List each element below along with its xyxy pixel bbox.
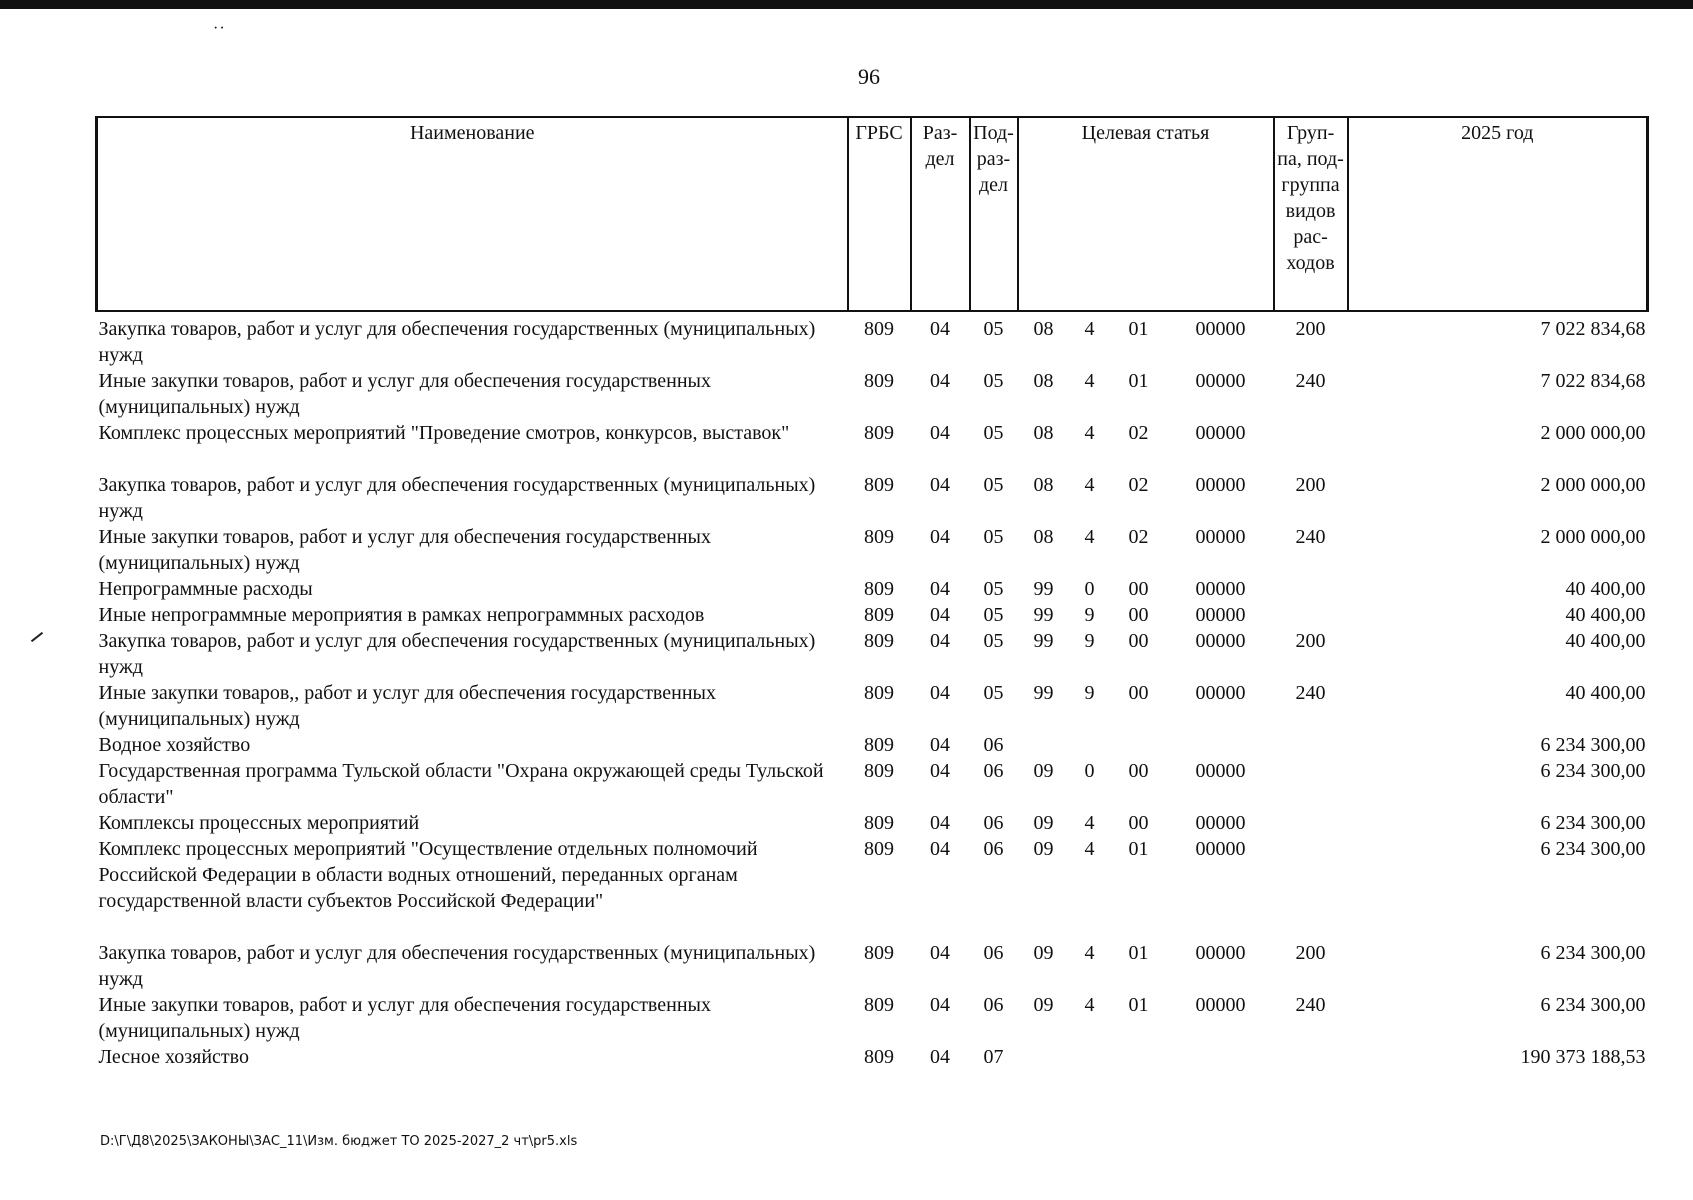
row-subprogram-code: 4 [1084,526,1095,548]
margin-pen-mark [31,632,43,642]
table-row [97,836,1648,940]
row-name: Водное хозяйство [98,734,251,756]
row-program-code [1018,1044,1070,1070]
row-program-code: 99 [1033,630,1054,652]
row-direction-code: 00000 [1195,812,1246,834]
row-direction-code [1168,1044,1274,1070]
row-name: Иные закупки товаров, работ и услуг для обеспечения государственных (муниципальных) нужд [98,370,711,418]
row-razdel: 04 [930,994,950,1016]
row-grbs: 809 [864,812,894,834]
row-expense-group: 200 [1295,474,1326,496]
row-program-code: 99 [1033,578,1054,600]
row-direction-code: 00000 [1195,526,1246,548]
row-expense-group: 200 [1295,630,1326,652]
row-event-code: 00 [1128,630,1149,652]
row-subprogram-code [1070,732,1110,758]
row-subprogram-code: 0 [1084,760,1095,782]
table-row [97,628,1648,680]
row-subprogram-code: 0 [1084,578,1095,600]
row-expense-group [1274,1044,1348,1070]
row-event-code: 00 [1128,760,1149,782]
row-expense-group: 240 [1295,682,1326,704]
row-grbs: 809 [864,1046,894,1068]
row-direction-code: 00000 [1195,994,1246,1016]
row-subprogram-code: 4 [1084,812,1095,834]
table-row [97,732,1648,758]
row-expense-group: 240 [1295,526,1326,548]
row-podrazdel: 06 [983,734,1004,756]
row-subprogram-code: 4 [1084,942,1095,964]
row-program-code: 99 [1033,604,1054,626]
row-name: Комплексы процессных мероприятий [98,812,420,834]
row-expense-group [1274,576,1348,602]
row-event-code: 01 [1128,370,1149,392]
row-name: Иные непрограммные мероприятия в рамках непрограммных расходов [98,604,705,626]
table-row [97,810,1648,836]
row-sum-2025: 6 234 300,00 [1540,942,1646,964]
table-row [97,576,1648,602]
row-grbs: 809 [864,318,894,340]
row-grbs: 809 [864,370,894,392]
row-grbs: 809 [864,838,894,860]
row-event-code: 02 [1128,526,1149,548]
row-razdel: 04 [930,1046,950,1068]
row-grbs: 809 [864,760,894,782]
row-razdel: 04 [930,526,950,548]
row-sum-2025: 2 000 000,00 [1540,526,1646,548]
scan-mark: ·· [213,20,226,37]
row-subprogram-code: 4 [1084,994,1095,1016]
row-grbs: 809 [864,578,894,600]
table-header-row [97,117,1648,311]
row-name: Комплекс процессных мероприятий "Осуществление отдельных полномочий Российской Федерации в области водных отношений, переданных органам государственной власти субъектов Российской Федерации" [98,838,758,912]
row-sum-2025: 40 400,00 [1565,578,1646,600]
row-event-code: 02 [1128,474,1149,496]
row-razdel: 04 [930,474,950,496]
row-subprogram-code [1070,1044,1110,1070]
row-name: Закупка товаров, работ и услуг для обеспечения государственных (муниципальных) нужд [98,942,816,990]
row-event-code: 01 [1128,838,1149,860]
row-grbs: 809 [864,474,894,496]
row-expense-group [1274,732,1348,758]
header-year: 2025 год [1348,117,1648,311]
row-name: Закупка товаров, работ и услуг для обеспечения государственных (муниципальных) нужд [98,474,816,522]
table-row [97,992,1648,1044]
row-razdel: 04 [930,682,950,704]
header-name: Наименование [97,117,848,311]
row-program-code [1018,732,1070,758]
row-direction-code: 00000 [1195,370,1246,392]
row-podrazdel: 05 [983,682,1004,704]
row-direction-code: 00000 [1195,630,1246,652]
row-podrazdel: 05 [983,318,1004,340]
row-grbs: 809 [864,422,894,444]
row-program-code: 08 [1033,422,1054,444]
row-grbs: 809 [864,604,894,626]
row-program-code: 08 [1033,474,1054,496]
row-name: Закупка товаров, работ и услуг для обеспечения государственных (муниципальных) нужд [98,630,816,678]
row-razdel: 04 [930,760,950,782]
table-row [97,758,1648,810]
row-expense-group: 200 [1295,942,1326,964]
row-direction-code: 00000 [1195,604,1246,626]
table-row [97,311,1648,368]
row-name: Закупка товаров, работ и услуг для обеспечения государственных (муниципальных) нужд [98,318,816,366]
row-podrazdel: 06 [983,760,1004,782]
row-direction-code: 00000 [1195,578,1246,600]
row-razdel: 04 [930,942,950,964]
row-program-code: 09 [1033,812,1054,834]
row-name: Непрограммные расходы [98,578,313,600]
row-sum-2025: 2 000 000,00 [1540,474,1646,496]
row-sum-2025: 7 022 834,68 [1540,318,1646,340]
row-direction-code: 00000 [1195,760,1246,782]
row-event-code: 00 [1128,812,1149,834]
row-event-code [1110,732,1168,758]
row-sum-2025: 6 234 300,00 [1540,760,1646,782]
row-program-code: 08 [1033,318,1054,340]
row-grbs: 809 [864,630,894,652]
row-expense-group [1274,420,1348,472]
row-razdel: 04 [930,734,950,756]
row-razdel: 04 [930,370,950,392]
row-podrazdel: 05 [983,474,1004,496]
row-program-code: 09 [1033,838,1054,860]
row-event-code [1110,1044,1168,1070]
table-row [97,368,1648,420]
row-expense-group: 240 [1295,370,1326,392]
row-name: Государственная программа Тульской области "Охрана окружающей среды Тульской области" [98,760,824,808]
table-row [97,680,1648,732]
row-expense-group [1274,758,1348,810]
row-subprogram-code: 4 [1084,370,1095,392]
row-direction-code: 00000 [1195,682,1246,704]
row-subprogram-code: 9 [1084,682,1095,704]
row-podrazdel: 06 [983,838,1004,860]
row-sum-2025: 190 373 188,53 [1520,1046,1646,1068]
row-sum-2025: 7 022 834,68 [1540,370,1646,392]
scan-top-border [0,0,1693,9]
row-event-code: 01 [1128,994,1149,1016]
row-event-code: 00 [1128,578,1149,600]
row-razdel: 04 [930,604,950,626]
row-grbs: 809 [864,942,894,964]
row-name: Лесное хозяйство [98,1046,249,1068]
row-podrazdel: 05 [983,370,1004,392]
row-program-code: 09 [1033,760,1054,782]
row-program-code: 09 [1033,994,1054,1016]
row-expense-group: 240 [1295,994,1326,1016]
row-subprogram-code: 4 [1084,838,1095,860]
row-razdel: 04 [930,422,950,444]
row-name: Иные закупки товаров, работ и услуг для обеспечения государственных (муниципальных) нужд [98,994,711,1042]
row-direction-code: 00000 [1195,318,1246,340]
row-subprogram-code: 4 [1084,318,1095,340]
row-razdel: 04 [930,630,950,652]
footer-file-path: D:\Г\Д8\2025\ЗАКОНЫ\ЗАС_11\Изм. бюджет ТО 2025-2027_2 чт\pr5.xls [100,1134,578,1149]
row-sum-2025: 40 400,00 [1565,630,1646,652]
row-podrazdel: 06 [983,942,1004,964]
header-expense-group: Груп- па, под- группа видов рас- ходов [1274,117,1348,311]
row-podrazdel: 06 [983,994,1004,1016]
row-sum-2025: 2 000 000,00 [1540,422,1646,444]
row-program-code: 08 [1033,526,1054,548]
row-expense-group: 200 [1295,318,1326,340]
row-sum-2025: 40 400,00 [1565,604,1646,626]
row-sum-2025: 6 234 300,00 [1540,838,1646,860]
page-number: 96 [858,64,880,89]
row-podrazdel: 05 [983,604,1004,626]
row-sum-2025: 6 234 300,00 [1540,812,1646,834]
table-row [97,472,1648,524]
row-event-code: 01 [1128,318,1149,340]
row-sum-2025: 6 234 300,00 [1540,994,1646,1016]
table-row [97,940,1648,992]
row-grbs: 809 [864,734,894,756]
table-row [97,420,1648,472]
row-subprogram-code: 4 [1084,474,1095,496]
row-program-code: 09 [1033,942,1054,964]
row-grbs: 809 [864,994,894,1016]
header-podrazdel: Под- раз- дел [970,117,1018,311]
table-row [97,602,1648,628]
header-razdel: Раз- дел [911,117,970,311]
row-podrazdel: 05 [983,526,1004,548]
row-razdel: 04 [930,578,950,600]
row-grbs: 809 [864,682,894,704]
header-grbs: ГРБС [848,117,911,311]
header-target-article: Целевая статья [1018,117,1274,311]
row-sum-2025: 40 400,00 [1565,682,1646,704]
row-program-code: 08 [1033,370,1054,392]
row-event-code: 02 [1128,422,1149,444]
row-razdel: 04 [930,812,950,834]
row-expense-group [1274,602,1348,628]
table-row [97,1044,1648,1070]
row-name: Иные закупки товаров,, работ и услуг для обеспечения государственных (муниципальных) нужд [98,682,716,730]
row-grbs: 809 [864,526,894,548]
row-direction-code: 00000 [1195,474,1246,496]
row-event-code: 00 [1128,604,1149,626]
row-direction-code [1168,732,1274,758]
table-row [97,524,1648,576]
row-razdel: 04 [930,318,950,340]
row-event-code: 00 [1128,682,1149,704]
row-subprogram-code: 4 [1084,422,1095,444]
row-event-code: 01 [1128,942,1149,964]
row-name: Иные закупки товаров, работ и услуг для обеспечения государственных (муниципальных) нужд [98,526,711,574]
row-direction-code: 00000 [1195,838,1246,860]
row-podrazdel: 07 [983,1046,1004,1068]
row-podrazdel: 05 [983,578,1004,600]
row-subprogram-code: 9 [1084,604,1095,626]
row-expense-group [1274,810,1348,836]
budget-table [95,116,1649,1070]
row-razdel: 04 [930,838,950,860]
row-podrazdel: 05 [983,422,1004,444]
row-name: Комплекс процессных мероприятий "Проведение смотров, конкурсов, выставок" [98,422,790,444]
row-podrazdel: 05 [983,630,1004,652]
row-direction-code: 00000 [1195,942,1246,964]
row-program-code: 99 [1033,682,1054,704]
row-subprogram-code: 9 [1084,630,1095,652]
row-sum-2025: 6 234 300,00 [1540,734,1646,756]
row-direction-code: 00000 [1195,422,1246,444]
row-podrazdel: 06 [983,812,1004,834]
row-expense-group [1274,836,1348,940]
